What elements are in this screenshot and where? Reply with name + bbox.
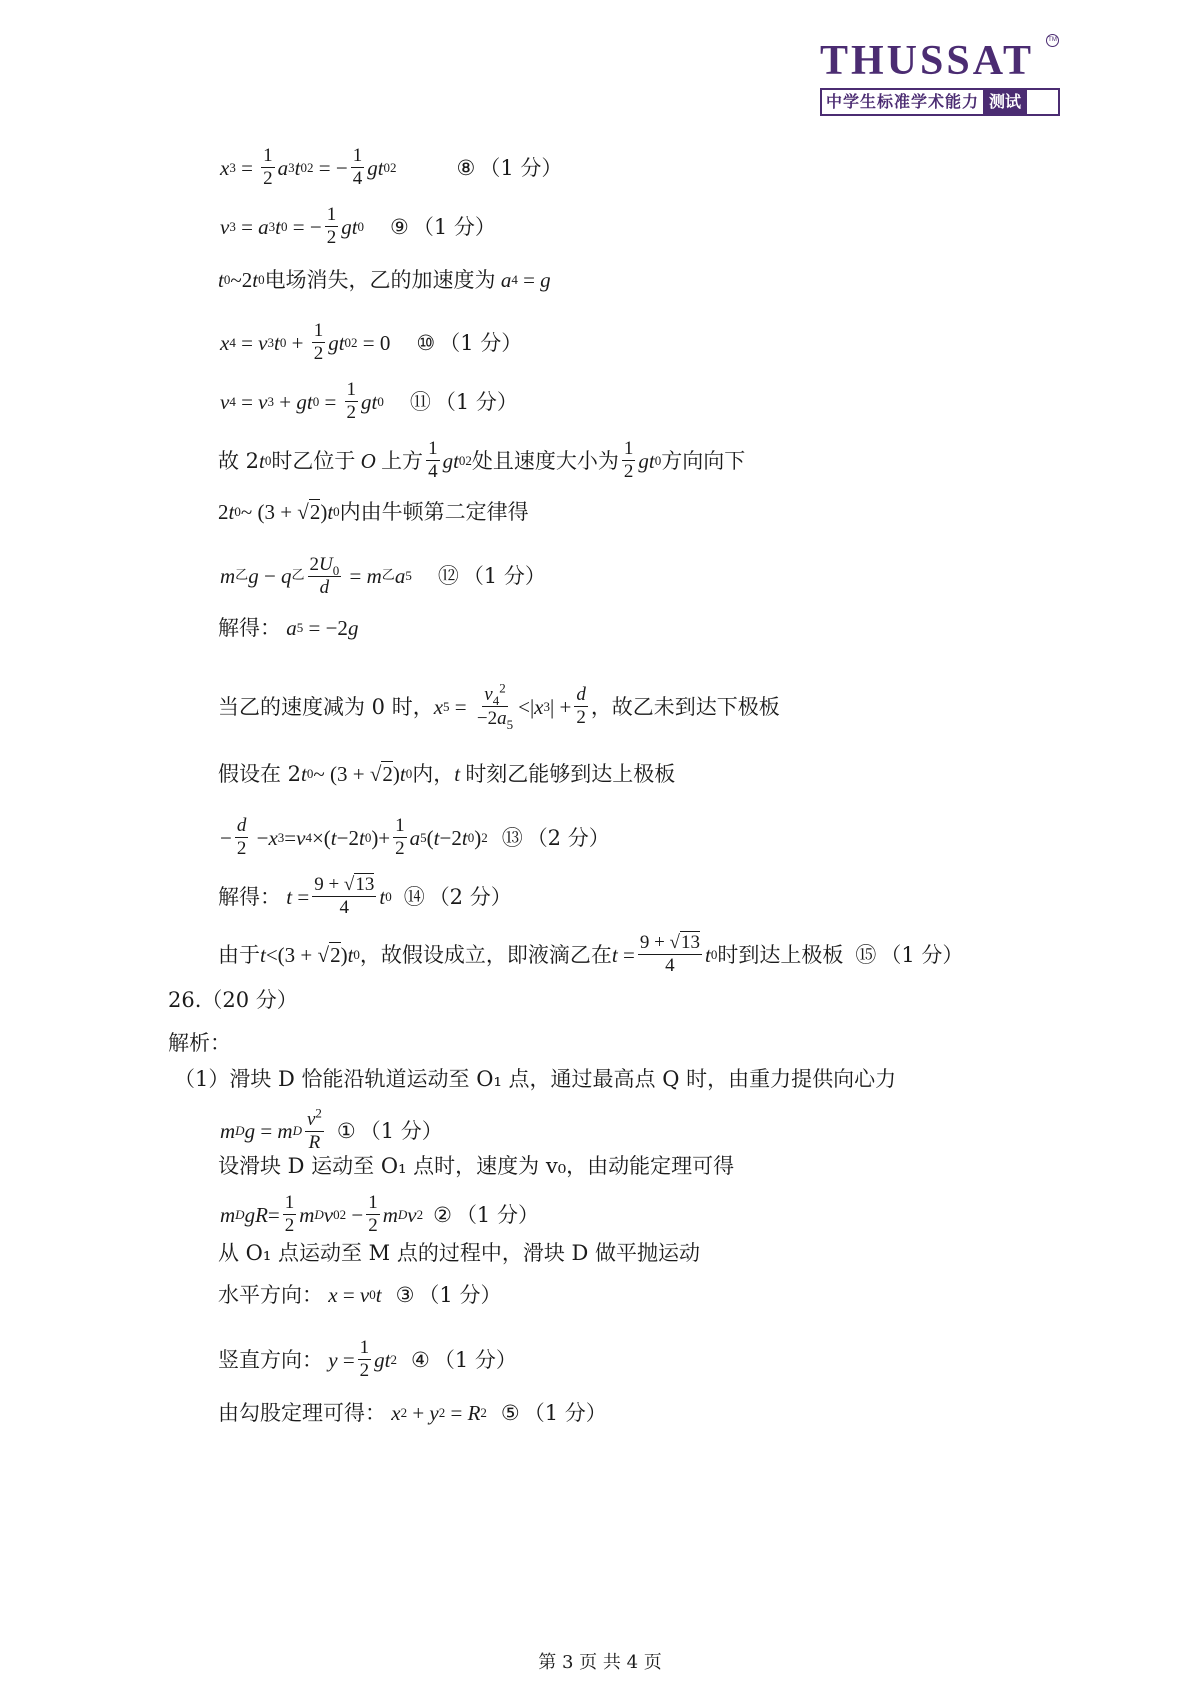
equation-x3: x 3 = $\frac{1}{2}$ a 3 t 0 2 = − $\frac{1}{4}$ gt 0 2 ⑧ （1 分） <box>220 145 563 189</box>
equation-centripetal: m D g = m D $\frac{v^2}{R}$ ① （1 分） <box>220 1105 443 1153</box>
text-line-a5: 解得： a 5 = −2 g <box>218 616 359 640</box>
equation-energy: m D gR = $\frac{1}{2}$ m D v 0 2 − $\frac{1}{2}$ m D v 2 ② （1 分） <box>220 1192 539 1236</box>
text-line-newton: 2 t 0 ~ (3 + √2) t 0 内由牛顿第二定律得 <box>218 500 529 524</box>
question-26-header: 26.（20 分） <box>168 988 298 1012</box>
equation-number: ③ <box>395 1283 415 1307</box>
thussat-logo <box>820 37 1060 116</box>
score: （1 分） <box>880 942 964 967</box>
equation-number: ⑤ <box>500 1401 520 1425</box>
score: （1 分） <box>433 1347 517 1372</box>
equation-number: ④ <box>411 1347 430 1372</box>
equation-horizontal: 水平方向： x = v 0 t ③ （1 分） <box>218 1280 501 1310</box>
equation-motion: − $\frac{d}{2}$ − x 3 = v 4 ×( t −2 t 0 )+ $\frac{1}{2}$ a 5 ( t −2 t 0 ) 2 ⑬ （2 分） <box>220 815 610 859</box>
equation-vertical: 竖直方向： y = $\frac{1}{2}$ gt 2 ④ （1 分） <box>218 1337 517 1381</box>
logo-subtitle-right: 测试 <box>983 90 1027 114</box>
equation-newton: m 乙 g − q 乙 $\frac{2U_0}{d}$ = m 乙 a 5 ⑫ （1 分） <box>220 554 546 598</box>
text-line-conclusion: 由于 t <(3 + √2) t 0 ，故假设成立，即液滴乙在 t = $\frac{9 + √13}{4}$ t 0 时到达上极板 ⑮ （1 分） <box>218 932 964 976</box>
text-line-field-disappear: t 0 ~2 t 0 电场消失，乙的加速度为 a 4 = g <box>218 268 551 292</box>
score: （1 分） <box>412 214 496 239</box>
text-line-x5: 当乙的速度减为 0 时， x 5 = $\frac{v_4^2}{-2a_5}$ <| x 3 | + $\frac{d}{2}$ ，故乙未到达下极板 <box>218 680 780 732</box>
equation-number: ⑭ <box>403 884 425 909</box>
score: （1 分） <box>479 155 563 180</box>
score: （1 分） <box>439 330 523 355</box>
score: （1 分） <box>523 1401 607 1425</box>
text-line-projectile: 从 O₁ 点运动至 M 点的过程中，滑块 D 做平抛运动 <box>218 1241 701 1265</box>
equation-v4: v 4 = v 3 + gt 0 = $\frac{1}{2}$ gt 0 ⑪ （1 分） <box>220 379 518 423</box>
equation-number: ① <box>336 1119 356 1143</box>
equation-number: ⑮ <box>855 942 877 967</box>
equation-number: ⑩ <box>416 330 436 355</box>
text-line-assume: 假设在 2 t 0 ~ (3 + √2) t 0 内， t 时刻乙能够到达上极板 <box>218 762 676 786</box>
score: （2 分） <box>428 884 512 909</box>
analysis-label: 解析： <box>168 1031 231 1055</box>
trademark-icon: TM <box>1046 34 1059 47</box>
equation-pythagoras: 由勾股定理可得： x 2 + y 2 = R 2 ⑤ （1 分） <box>218 1398 607 1428</box>
equation-number: ⑨ <box>390 214 409 239</box>
logo-subtitle-left: 中学生标准学术能力 <box>826 92 980 111</box>
logo-title: THUSSAT <box>820 38 1034 84</box>
equation-number: ⑫ <box>437 564 459 588</box>
score: （1 分） <box>359 1119 443 1143</box>
score: （1 分） <box>418 1283 502 1307</box>
page-footer: 第 3 页 共 4 页 <box>538 1652 662 1673</box>
equation-number: ⑬ <box>501 825 523 850</box>
score: （2 分） <box>526 825 610 850</box>
equation-x4: x 4 = v 3 t 0 + $\frac{1}{2}$ gt 0 2 = 0 ⑩ （1 分） <box>220 320 523 364</box>
equation-number: ⑪ <box>409 389 431 414</box>
equation-v3: v 3 = a 3 t 0 = − $\frac{1}{2}$ gt 0 ⑨ （1 分） <box>220 204 496 248</box>
score: （1 分） <box>434 389 518 414</box>
text-line-part1: （1）滑块 D 恰能沿轨道运动至 O₁ 点，通过最高点 Q 时，由重力提供向心力 <box>174 1067 897 1091</box>
equation-number: ⑧ <box>456 155 476 180</box>
equation-number: ② <box>433 1202 452 1227</box>
text-line-kinetic: 设滑块 D 运动至 O₁ 点时，速度为 v₀，由动能定理可得 <box>218 1154 735 1178</box>
logo-subtitle <box>820 88 1060 116</box>
equation-t-solution: 解得： t = $\frac{9 + √13}{4}$ t 0 ⑭ （2 分） <box>218 874 512 918</box>
score: （1 分） <box>462 564 546 588</box>
text-line-position: 故 2 t 0 时乙位于 O 上方 $\frac{1}{4}$ gt 0 2 处且速度大小为 $\frac{1}{2}$ gt 0 方向向下 <box>218 438 746 482</box>
score: （1 分） <box>455 1202 539 1227</box>
